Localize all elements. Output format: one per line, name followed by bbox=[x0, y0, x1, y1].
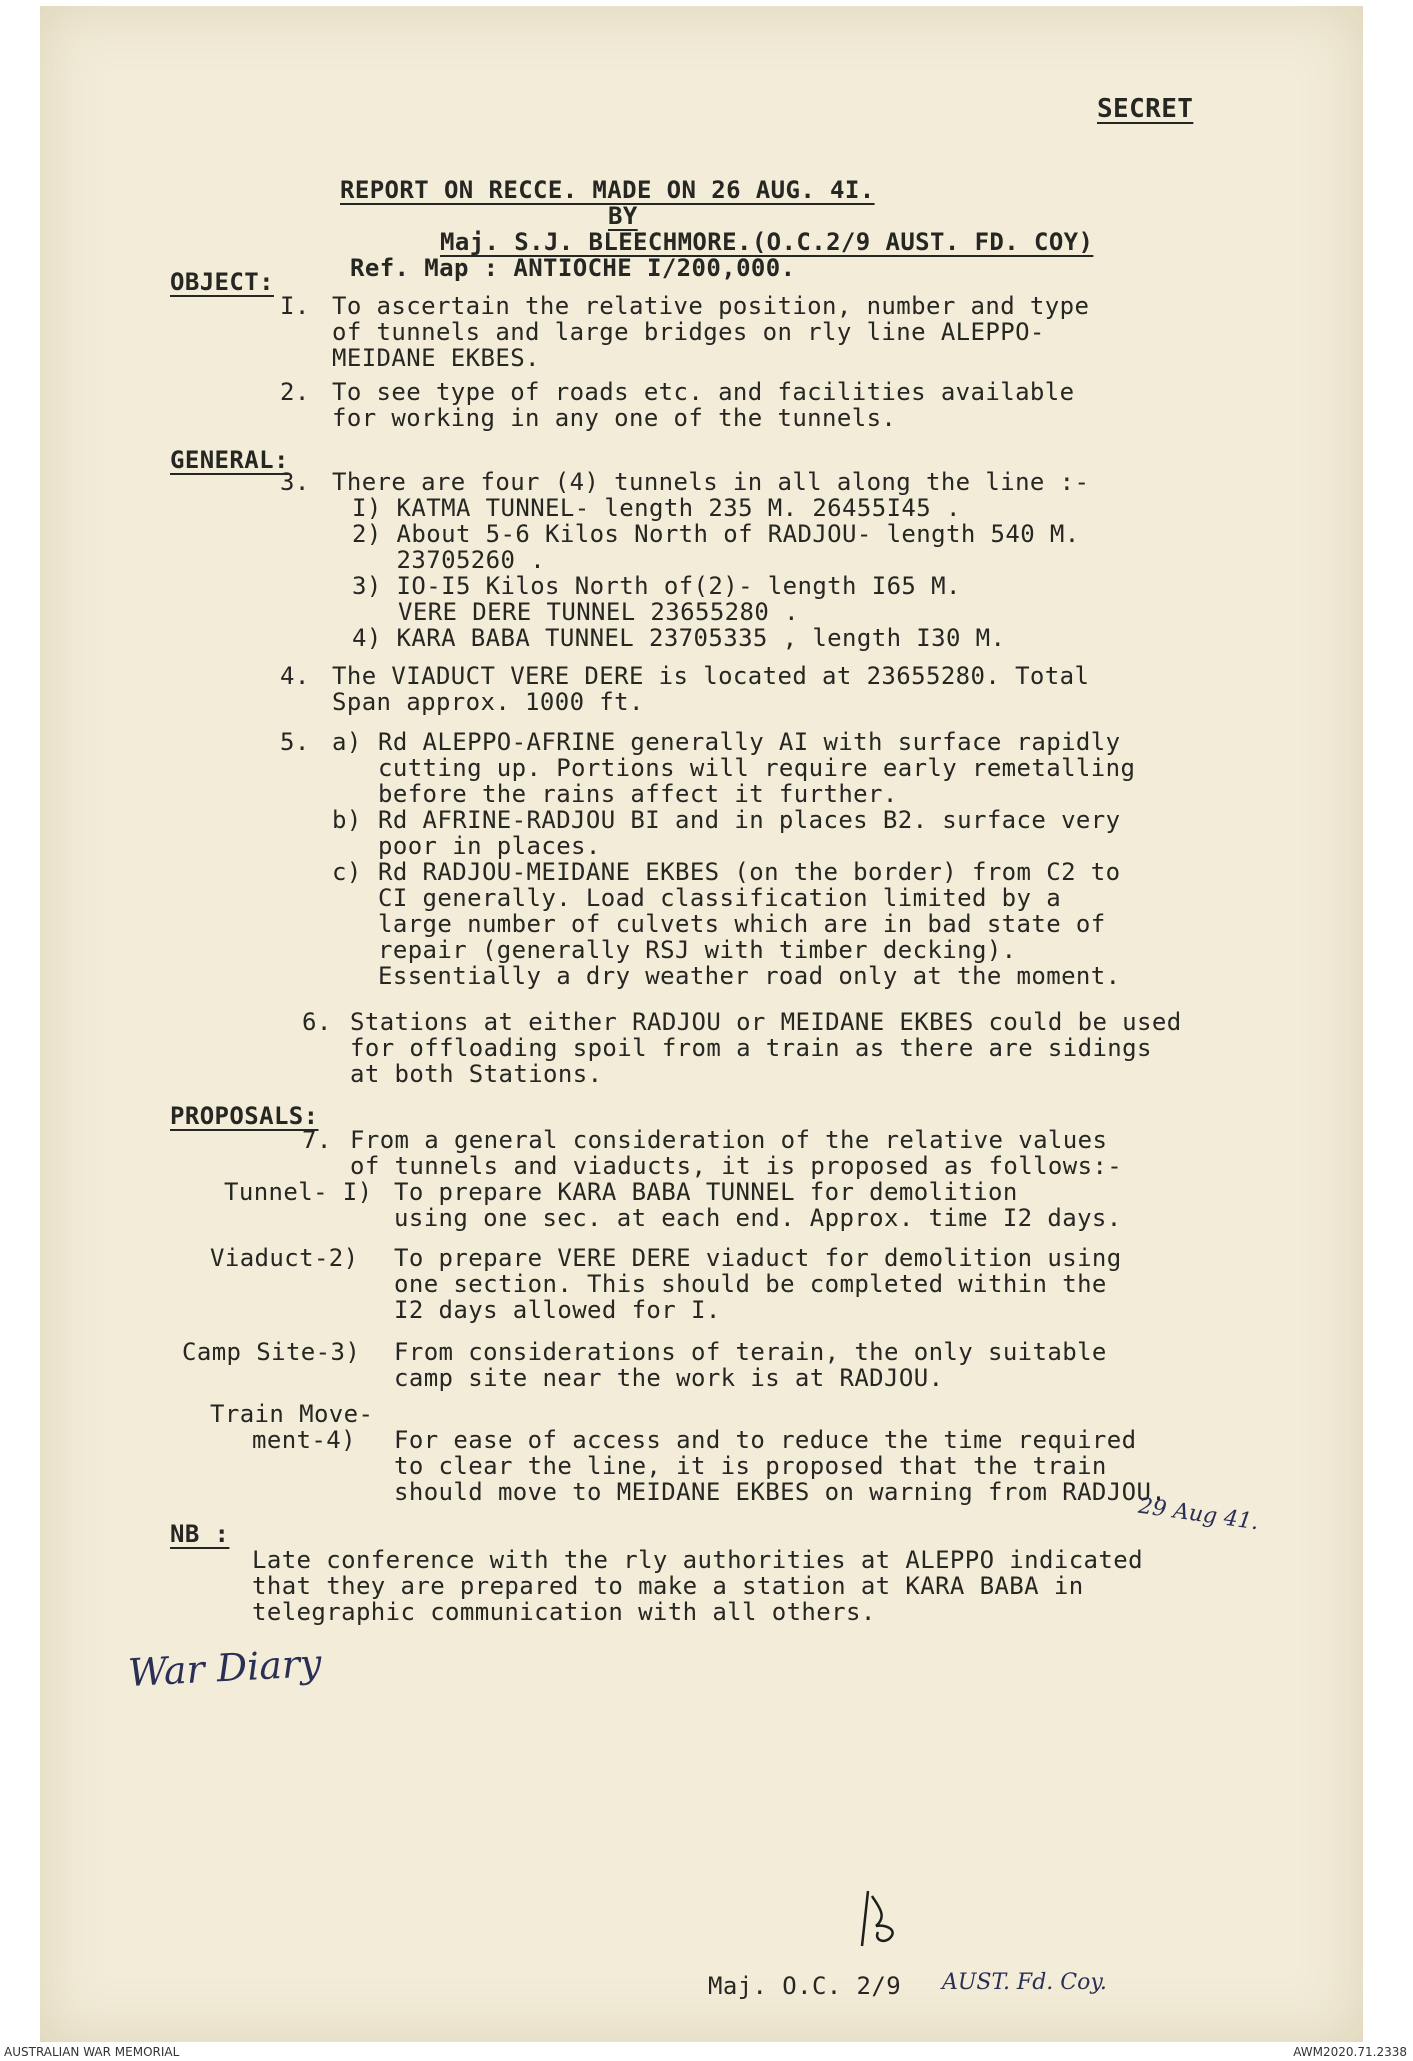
item-5c-line: repair (generally RSJ with timber decking). bbox=[378, 936, 1017, 964]
proposal-camp-line: camp site near the work is at RADJOU. bbox=[394, 1364, 944, 1392]
item-5c-label: c) bbox=[332, 858, 362, 886]
proposal-train-label: ment-4) bbox=[252, 1426, 356, 1454]
item-3-intro: There are four (4) tunnels in all along the line :- bbox=[332, 468, 1090, 496]
object-item-1-line: of tunnels and large bridges on rly line ALEPPO- bbox=[332, 318, 1045, 346]
proposal-viaduct-line: I2 days allowed for I. bbox=[394, 1296, 721, 1324]
item-4-line: Span approx. 1000 ft. bbox=[332, 688, 644, 716]
document-page bbox=[40, 6, 1363, 2042]
item-3-number: 3. bbox=[280, 468, 310, 496]
tunnel-line: 3) IO-I5 Kilos North of(2)- length I65 M. bbox=[352, 572, 961, 600]
tunnel-line: 4) KARA BABA TUNNEL 23705335 , length I30 M. bbox=[352, 624, 1006, 652]
item-5a-line: Rd ALEPPO-AFRINE generally AI with surface rapidly bbox=[378, 728, 1121, 756]
item-6-line: at both Stations. bbox=[350, 1060, 603, 1088]
tunnel-line: I) KATMA TUNNEL- length 235 M. 26455I45 . bbox=[352, 494, 961, 522]
signature-icon bbox=[848, 1886, 908, 1956]
nb-line: that they are prepared to make a station at KARA BABA in bbox=[252, 1572, 1084, 1600]
proposal-camp-label: Camp Site-3) bbox=[182, 1338, 361, 1366]
report-author: Maj. S.J. BLEECHMORE.(O.C.2/9 AUST. FD. COY) bbox=[440, 228, 1094, 256]
proposal-camp-line: From considerations of terain, the only suitable bbox=[394, 1338, 1107, 1366]
object-item-2-number: 2. bbox=[280, 378, 310, 406]
item-5a-line: before the rains affect it further. bbox=[378, 780, 898, 808]
report-by: BY bbox=[608, 202, 638, 230]
proposal-train-line: should move to MEIDANE EKBES on warning from RADJOU. bbox=[394, 1478, 1167, 1506]
footer-archive-id: AWM2020.71.2338 bbox=[1293, 2045, 1407, 2059]
item-4-line: The VIADUCT VERE DERE is located at 23655280. Total bbox=[332, 662, 1090, 690]
handwritten-war-diary: War Diary bbox=[126, 1640, 323, 1696]
report-title: REPORT ON RECCE. MADE ON 26 AUG. 4I. bbox=[340, 176, 875, 204]
general-heading: GENERAL: bbox=[170, 446, 289, 474]
signature-block: Maj. O.C. 2/9 bbox=[708, 1972, 902, 2000]
tunnel-line: 2) About 5-6 Kilos North of RADJOU- length 540 M. bbox=[352, 520, 1080, 548]
object-item-2-line: To see type of roads etc. and facilities available bbox=[332, 378, 1075, 406]
proposal-tunnel-line: To prepare KARA BABA TUNNEL for demolition bbox=[394, 1178, 1018, 1206]
item-6-line: Stations at either RADJOU or MEIDANE EKBES could be used bbox=[350, 1008, 1182, 1036]
item-7-line: of tunnels and viaducts, it is proposed as follows:- bbox=[350, 1152, 1123, 1180]
proposal-viaduct-label: Viaduct-2) bbox=[210, 1244, 359, 1272]
item-4-number: 4. bbox=[280, 662, 310, 690]
item-5a-label: a) bbox=[332, 728, 362, 756]
item-6-number: 6. bbox=[302, 1008, 332, 1036]
item-5b-line: poor in places. bbox=[378, 832, 601, 860]
footer-archive-name: AUSTRALIAN WAR MEMORIAL bbox=[4, 2045, 180, 2059]
item-5c-line: large number of culvets which are in bad state of bbox=[378, 910, 1106, 938]
proposal-viaduct-line: To prepare VERE DERE viaduct for demolition using bbox=[394, 1244, 1122, 1272]
object-item-1-number: I. bbox=[280, 292, 310, 320]
object-item-2-line: for working in any one of the tunnels. bbox=[332, 404, 897, 432]
nb-heading: NB : bbox=[170, 1520, 230, 1548]
proposal-tunnel-label: Tunnel- I) bbox=[224, 1178, 373, 1206]
tunnel-line: 23705260 . bbox=[352, 546, 546, 574]
nb-line: Late conference with the rly authorities at ALEPPO indicated bbox=[252, 1546, 1143, 1574]
proposal-tunnel-line: using one sec. at each end. Approx. time I2 days. bbox=[394, 1204, 1122, 1232]
item-5b-label: b) bbox=[332, 806, 362, 834]
proposal-train-line: For ease of access and to reduce the time required bbox=[394, 1426, 1137, 1454]
object-item-1-line: To ascertain the relative position, number and type bbox=[332, 292, 1090, 320]
item-5c-line: Rd RADJOU-MEIDANE EKBES (on the border) from C2 to bbox=[378, 858, 1121, 886]
proposal-viaduct-line: one section. This should be completed within the bbox=[394, 1270, 1107, 1298]
item-7-number: 7. bbox=[302, 1126, 332, 1154]
proposal-train-label: Train Move- bbox=[210, 1400, 374, 1428]
item-7-line: From a general consideration of the relative values bbox=[350, 1126, 1108, 1154]
classification-label: SECRET bbox=[1097, 94, 1194, 124]
object-heading: OBJECT: bbox=[170, 268, 274, 296]
tunnel-line: VERE DERE TUNNEL 23655280 . bbox=[398, 598, 799, 626]
item-5b-line: Rd AFRINE-RADJOU BI and in places B2. surface very bbox=[378, 806, 1121, 834]
item-6-line: for offloading spoil from a train as there are sidings bbox=[350, 1034, 1152, 1062]
item-5c-line: Essentially a dry weather road only at the moment. bbox=[378, 962, 1121, 990]
object-item-1-line: MEIDANE EKBES. bbox=[332, 344, 540, 372]
handwritten-date: 29 Aug 41. bbox=[1136, 1493, 1261, 1536]
handwritten-unit: AUST. Fd. Coy. bbox=[942, 1970, 1107, 1995]
proposals-heading: PROPOSALS: bbox=[170, 1102, 319, 1130]
reference-map: Ref. Map : ANTIOCHE I/200,000. bbox=[350, 254, 796, 282]
proposal-train-line: to clear the line, it is proposed that the train bbox=[394, 1452, 1107, 1480]
item-5-number: 5. bbox=[280, 728, 310, 756]
item-5a-line: cutting up. Portions will require early remetalling bbox=[378, 754, 1136, 782]
item-5c-line: CI generally. Load classification limited by a bbox=[378, 884, 1062, 912]
nb-line: telegraphic communication with all others. bbox=[252, 1598, 876, 1626]
